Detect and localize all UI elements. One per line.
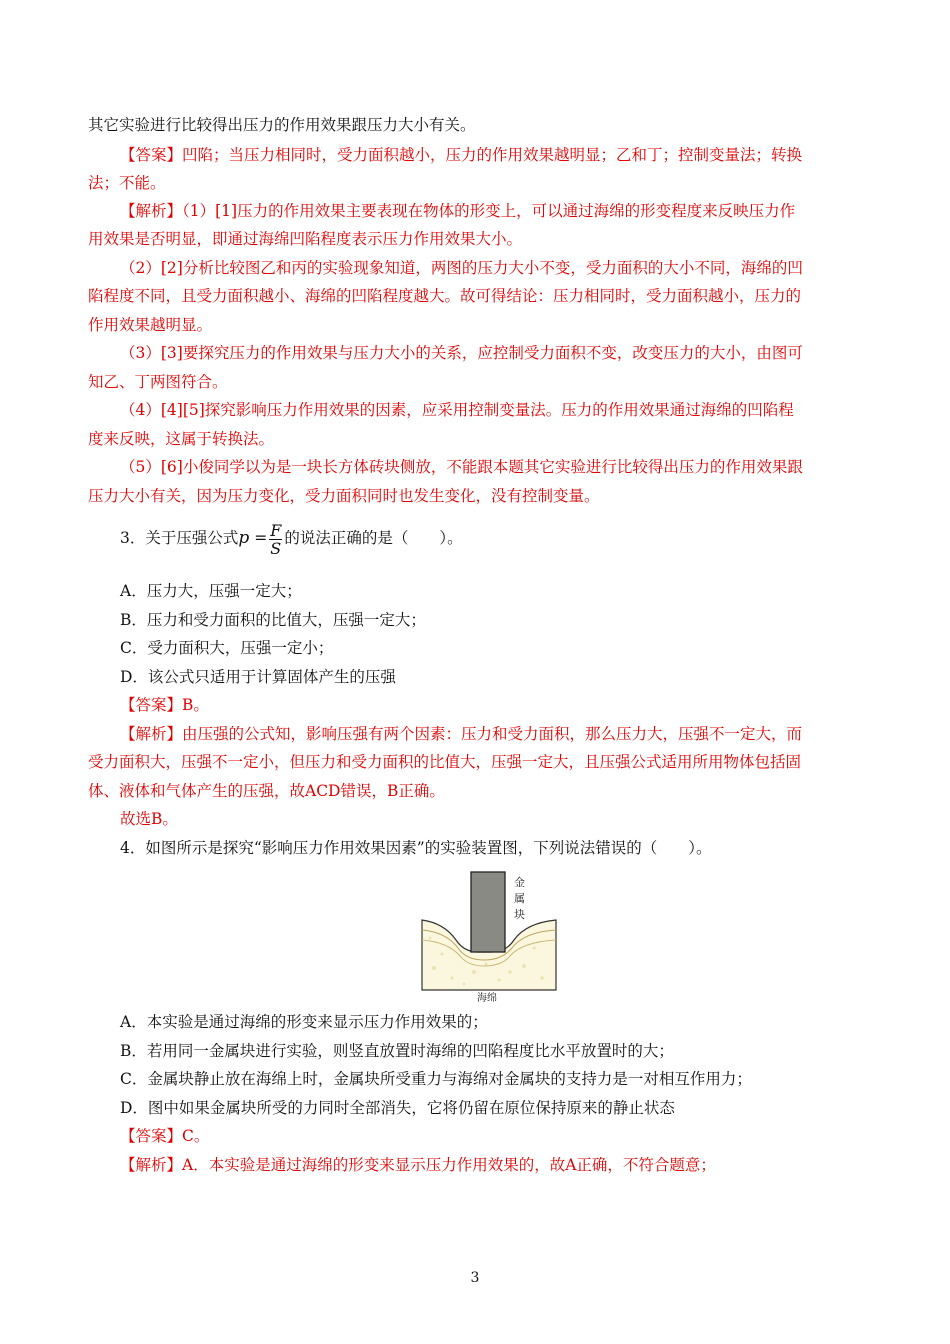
sponge-label: 海绵	[477, 993, 497, 1003]
analysis-line: 作用效果越明显。	[88, 316, 213, 334]
answer-line: 【答案】凹陷；当压力相同时，受力面积越小，压力的作用效果越明显；乙和丁；控制变量法；转换	[120, 146, 803, 164]
q3-answer: 【答案】B。	[120, 696, 209, 714]
metal-block	[471, 872, 505, 952]
q3-analysis-line: 【解析】由压强的公式知，影响压强有两个因素：压力和受力面积，那么压力大，压强不一定大，而	[120, 725, 803, 743]
block-label-2: 属	[514, 892, 525, 905]
formula-numerator: F	[270, 520, 282, 540]
q4-option-d: D．图中如果金属块所受的力同时全部消失，它将仍留在原位保持原来的静止状态	[120, 1099, 675, 1117]
analysis-line: （4）[4][5]探究影响压力作用效果的因素，应采用控制变量法。压力的作用效果通过海绵的凹陷程	[120, 401, 794, 419]
text-line: 其它实验进行比较得出压力的作用效果跟压力大小有关。	[88, 116, 476, 134]
q3-analysis-line: 受力面积大，压强不一定小，但压力和受力面积的比值大，压强一定大，且压强公式适用所用物体包括固	[88, 753, 802, 771]
analysis-line: 知乙、丁两图符合。	[88, 373, 228, 391]
analysis-line: 用效果是否明显，即通过海绵凹陷程度表示压力作用效果大小。	[88, 230, 523, 248]
formula-p: p	[238, 528, 250, 548]
analysis-line: 压力大小有关，因为压力变化，受力面积同时也发生变化，没有控制变量。	[88, 487, 600, 505]
analysis-line: （5）[6]小俊同学以为是一块长方体砖块侧放，不能跟本题其它实验进行比较得出压力的作用效果跟	[120, 458, 803, 476]
analysis-line: 【解析】（1）[1]压力的作用效果主要表现在物体的形变上，可以通过海绵的形变程度来反映压力作	[120, 202, 796, 220]
answer-line: 法；不能。	[88, 174, 166, 192]
q4-option-a: A．本实验是通过海绵的形变来显示压力作用效果的；	[120, 1013, 488, 1031]
formula-fraction	[269, 522, 282, 557]
q3-option-c: C．受力面积大，压强一定小；	[120, 639, 334, 657]
analysis-line: （3）[3]要探究压力的作用效果与压力大小的关系，应控制受力面积不变，改变压力的大小，由图可	[120, 344, 803, 362]
analysis-line: 度来反映，这属于转换法。	[88, 430, 275, 448]
block-label-3: 块	[514, 908, 525, 921]
q3-conclusion: 故选B。	[120, 810, 178, 828]
page-number: 3	[470, 1270, 480, 1286]
q4-option-c: C．金属块静止放在海绵上时，金属块所受重力与海绵对金属块的支持力是一对相互作用力；	[120, 1070, 752, 1088]
block-label-1: 金	[514, 876, 525, 889]
formula-equals: =	[254, 529, 268, 547]
q3-option-b: B．压力和受力面积的比值大，压强一定大；	[120, 611, 426, 629]
question-3-stem	[120, 520, 463, 557]
q3-prefix: 3．关于压强公式	[120, 529, 239, 547]
q3-option-d: D．该公式只适用于计算固体产生的压强	[120, 668, 396, 686]
q3-suffix: 的说法正确的是（ ）。	[284, 529, 463, 547]
analysis-line: 陷程度不同，且受力面积越小、海绵的凹陷程度越大。故可得结论：压力相同时，受力面积越小，压力的	[88, 287, 802, 305]
analysis-line: （2）[2]分析比较图乙和丙的实验现象知道，两图的压力大小不变，受力面积的大小不同，海绵的凹	[120, 259, 803, 277]
q3-analysis-line: 体、液体和气体产生的压强，故ACD错误，B正确。	[88, 782, 445, 800]
formula-denominator: S	[270, 538, 282, 558]
sponge-block-illustration	[334, 868, 614, 1003]
q4-answer: 【答案】C。	[120, 1127, 210, 1145]
q4-option-b: B．若用同一金属块进行实验，则竖直放置时海绵的凹陷程度比水平放置时的大；	[120, 1042, 674, 1060]
q3-option-a: A．压力大，压强一定大；	[120, 582, 302, 600]
question-4-stem: 4．如图所示是探究“影响压力作用效果因素”的实验装置图，下列说法错误的（ ）。	[120, 839, 712, 857]
experiment-figure	[334, 868, 614, 1007]
q4-analysis-line: 【解析】A．本实验是通过海绵的形变来显示压力作用效果的，故A正确，不符合题意；	[120, 1156, 716, 1174]
